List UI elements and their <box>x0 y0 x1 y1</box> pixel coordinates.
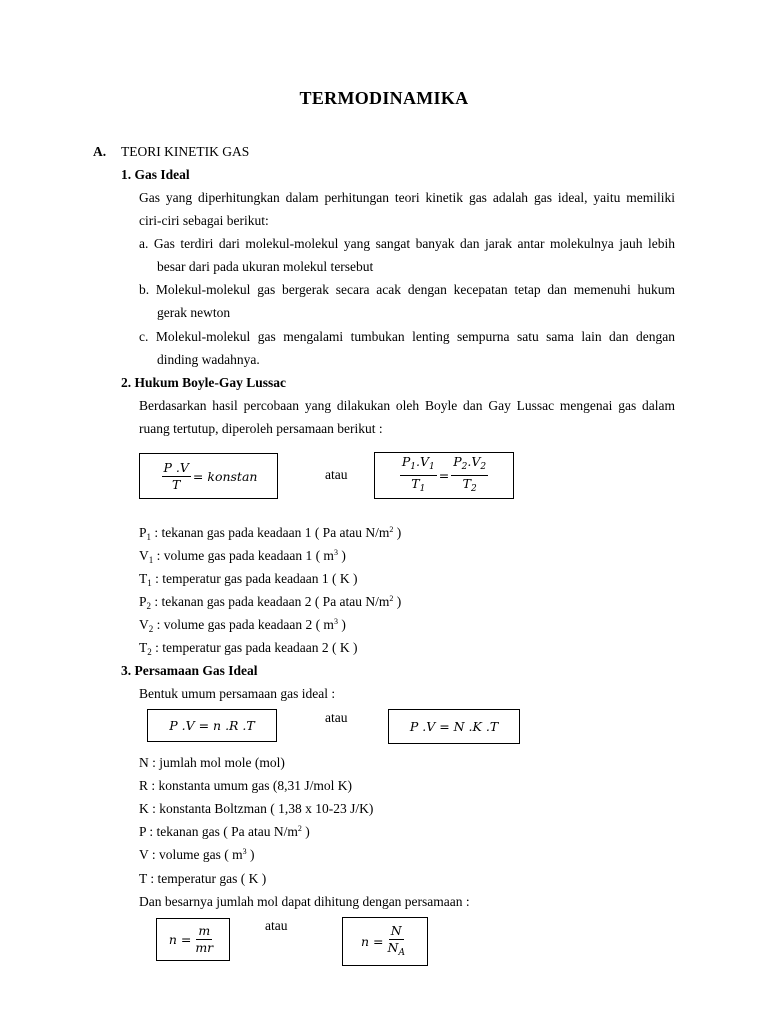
gas-ideal-paragraph-line-2: ciri-ciri sebagai berikut: <box>139 213 269 228</box>
list-item-b-line-1: b. Molekul-molekul gas bergerak secara acak dengan kecepatan tetap dan memenuhi hukum <box>139 282 675 297</box>
definition-n: N : jumlah mol mole (mol) <box>139 755 285 770</box>
page-title: TERMODINAMIKA <box>299 88 469 108</box>
list-item-c-line-1: c. Molekul-molekul gas mengalami tumbukan lenting sempurna satu sama lain dan dengan <box>139 329 675 344</box>
atau-label-3: atau <box>265 918 288 933</box>
definition-r: R : konstanta umum gas (8,31 J/mol K) <box>139 778 352 793</box>
section-a-title: TEORI KINETIK GAS <box>121 144 250 159</box>
definition-v2: $V_2$ : volume gas pada keadaan 2 ( $m^3$ ) <box>139 617 346 634</box>
atau-label-2: atau <box>325 710 348 725</box>
definition-k: K : konstanta Boltzman ( 1,38 x 10-23 J/K) <box>139 801 374 816</box>
definition-t: T : temperatur gas ( K ) <box>139 871 267 886</box>
boyle-heading: 2. Hukum Boyle-Gay Lussac <box>121 375 287 390</box>
formula-pv-nkt: P .V = N .K .T <box>388 709 520 744</box>
formula-n-n-over-na: n = $\frac{N}{N_A}$ <box>342 917 428 966</box>
gas-ideal-paragraph-line-1: Gas yang diperhitungkan dalam perhitungan teori kinetik gas adalah gas ideal, yaitu memiliki <box>139 190 675 205</box>
formula-n-m-over-mr: n = $\frac{m}{mr}$ <box>156 918 230 961</box>
definition-p1: $P_1$ : tekanan gas pada keadaan 1 ( Pa atau $N/m^2$ ) <box>139 525 402 542</box>
ideal-gas-equation-heading: 3. Persamaan Gas Ideal <box>121 663 258 678</box>
boyle-paragraph-line-1: Berdasarkan hasil percobaan yang dilakukan oleh Boyle dan Gay Lussac mengenai gas dalam <box>139 398 675 413</box>
list-item-c-line-2: dinding wadahnya. <box>157 352 260 367</box>
definition-t2: $T_2$ : temperatur gas pada keadaan 2 ( K ) <box>139 640 358 657</box>
definition-t1: $T_1$ : temperatur gas pada keadaan 1 ( K ) <box>139 571 358 588</box>
ideal-gas-intro: Bentuk umum persamaan gas ideal : <box>139 686 336 701</box>
definition-v: V : volume gas ( $m^3$ ) <box>139 847 255 862</box>
list-item-a-line-1: a. Gas terdiri dari molekul-molekul yang sangat banyak dan jarak antar molekulnya jauh lebih <box>139 236 675 251</box>
gas-ideal-heading: 1. Gas Ideal <box>121 167 190 182</box>
section-a-label: A. <box>93 144 107 159</box>
definition-p: P : tekanan gas ( Pa atau $N/m^2$ ) <box>139 824 310 839</box>
atau-label: atau <box>325 467 348 482</box>
mol-intro: Dan besarnya jumlah mol dapat dihitung dengan persamaan : <box>139 894 470 909</box>
definition-v1: $V_1$ : volume gas pada keadaan 1 ( $m^3$ ) <box>139 548 346 565</box>
formula-combined-gas-law: $\frac{P_1.V_1}{T_1}$ = $\frac{P_2.V_2}{T_2}$ <box>374 452 514 499</box>
formula-pv-over-t-constant: $\frac{P .V}{T}$ = konstan <box>139 453 278 499</box>
list-item-a-line-2: besar dari pada ukuran molekul tersebut <box>157 259 374 274</box>
boyle-paragraph-line-2: ruang tertutup, diperoleh persamaan berikut : <box>139 421 383 436</box>
list-item-b-line-2: gerak newton <box>157 305 231 320</box>
definition-p2: $P_2$ : tekanan gas pada keadaan 2 ( Pa atau $N/m^2$ ) <box>139 594 402 611</box>
formula-pv-nrt: P .V = n .R .T <box>147 709 277 742</box>
